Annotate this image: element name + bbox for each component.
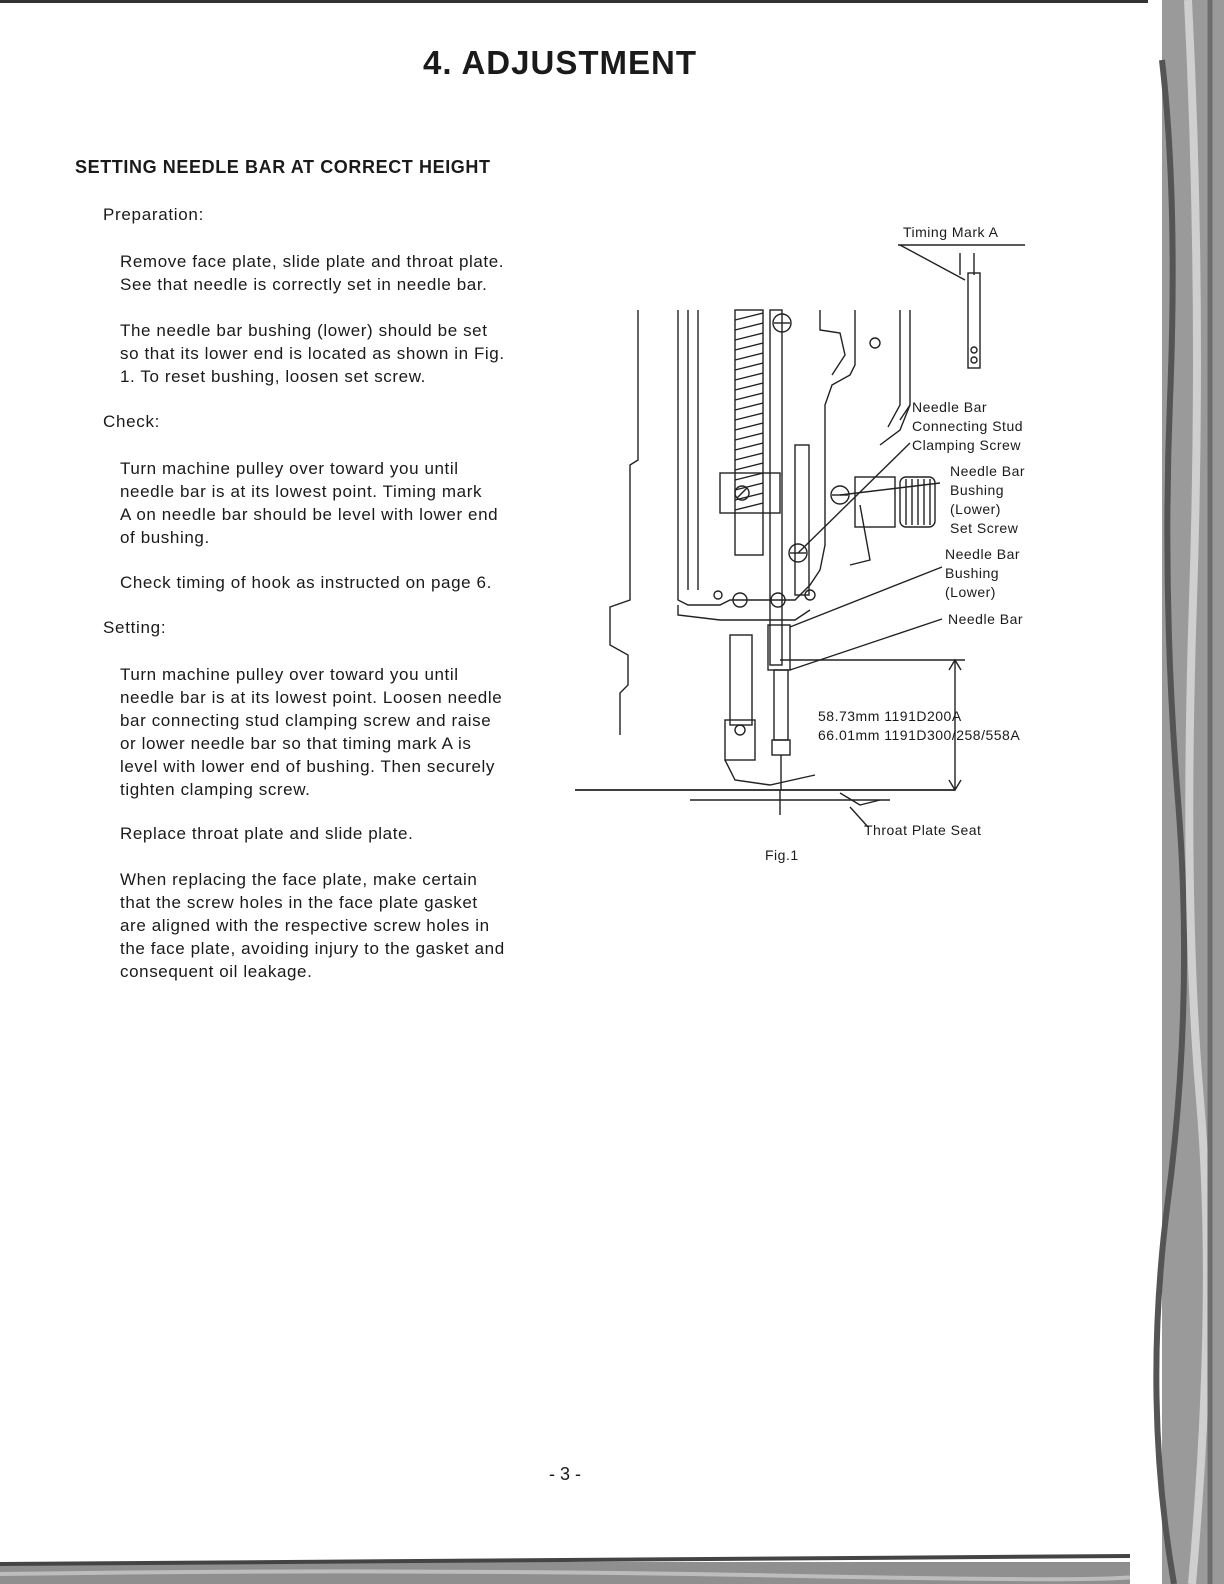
leader-needle-bar <box>790 619 942 670</box>
text-line: needle bar is at its lowest point. Loosen needle <box>120 688 503 707</box>
scan-top-edge <box>0 0 1224 3</box>
presser-foot-holder <box>725 720 755 760</box>
leader-stud-screw-2 <box>798 443 910 553</box>
label-line: Bushing <box>950 482 1005 498</box>
label-line: Clamping Screw <box>912 437 1021 453</box>
presser-bar <box>730 635 752 725</box>
preparation-heading: Preparation: <box>103 205 205 224</box>
lower-housing-edge <box>678 605 810 620</box>
thread-tension-body <box>855 477 895 527</box>
text-line: When replacing the face plate, make certain <box>120 870 478 889</box>
thread-guide-wire <box>850 505 870 565</box>
text-line: are aligned with the respective screw holes in <box>120 916 490 935</box>
text-line: of bushing. <box>120 528 210 547</box>
preparation-paragraph-2 <box>120 319 552 388</box>
preparation-paragraph-1 <box>120 250 552 296</box>
label-throat-plate-seat: Throat Plate Seat <box>864 822 982 838</box>
detail-hole <box>971 357 977 363</box>
leader-bushing-lower <box>790 567 942 627</box>
label-line: Bushing <box>945 565 1000 581</box>
page-number: - 3 - <box>548 1464 581 1484</box>
text-line: bar connecting stud clamping screw and raise <box>120 711 492 730</box>
section-heading: SETTING NEEDLE BAR AT CORRECT HEIGHT <box>75 157 491 177</box>
text-line: or lower needle bar so that timing mark A is <box>120 734 472 753</box>
text-line: consequent oil leakage. <box>120 962 313 981</box>
body-outline-right-inner <box>888 310 900 427</box>
needle-clamp <box>772 740 790 755</box>
scanned-bottom-edge <box>0 1550 1130 1584</box>
label-stud-clamping-screw <box>912 398 1023 455</box>
face-plate-outline <box>678 310 855 605</box>
label-needle-bar: Needle Bar <box>948 611 1024 627</box>
figure-1-diagram <box>570 215 1070 875</box>
text-line: that the screw holes in the face plate gasket <box>120 893 478 912</box>
take-up-pin <box>870 338 880 348</box>
detail-hole <box>971 347 977 353</box>
label-bushing-set-screw <box>950 462 1025 538</box>
needle-bar-bushing-lower <box>768 625 790 670</box>
throat-plate-seat-edge <box>840 793 880 805</box>
needle-bar-clamp-block <box>720 473 780 513</box>
label-bushing-lower <box>945 545 1020 602</box>
setting-paragraph-1 <box>120 663 552 801</box>
housing-dot <box>714 591 722 599</box>
check-paragraph-2 <box>120 571 552 594</box>
timing-mark-leader <box>900 245 965 280</box>
label-line: (Lower) <box>945 584 996 600</box>
label-dimension-1: 58.73mm 1191D200A <box>818 708 962 724</box>
scanned-page-edge <box>1148 0 1224 1584</box>
setting-paragraph-2 <box>120 822 552 845</box>
throat-plate-seat <box>690 790 890 815</box>
presser-foot <box>725 760 815 785</box>
text-line: the face plate, avoiding injury to the gasket and <box>120 939 505 958</box>
label-timing-mark-a: Timing Mark A <box>903 224 999 240</box>
setting-paragraph-3 <box>120 868 552 983</box>
text-line: Check timing of hook as instructed on page 6. <box>120 573 492 592</box>
text-line: A on needle bar should be level with lower end <box>120 505 499 524</box>
text-line: See that needle is correctly set in needle bar. <box>120 275 488 294</box>
text-line: tighten clamping screw. <box>120 780 311 799</box>
setting-heading: Setting: <box>103 618 167 637</box>
presser-screw-icon <box>735 725 745 735</box>
text-line: Replace throat plate and slide plate. <box>120 824 414 843</box>
body-outline-left <box>610 310 638 735</box>
timing-mark-needle-bar-detail <box>968 273 980 368</box>
label-line: Needle Bar <box>945 546 1021 562</box>
check-paragraph-1 <box>120 457 552 549</box>
text-line: so that its lower end is located as shown in Fig. <box>120 344 505 363</box>
label-line: Needle Bar <box>950 463 1026 479</box>
label-line: Set Screw <box>950 520 1019 536</box>
label-line: Connecting Stud <box>912 418 1024 434</box>
needle-bar-column <box>795 445 809 595</box>
label-line: (Lower) <box>950 501 1001 517</box>
label-line: Needle Bar <box>912 399 988 415</box>
take-up-lever <box>820 310 845 375</box>
text-line: needle bar is at its lowest point. Timing mark <box>120 482 483 501</box>
text-line: Turn machine pulley over toward you until <box>120 459 459 478</box>
check-heading: Check: <box>103 412 161 431</box>
figure-caption: Fig.1 <box>765 847 799 863</box>
text-line: The needle bar bushing (lower) should be set <box>120 321 488 340</box>
label-dimension-2: 66.01mm 1191D300/258/558A <box>818 727 1021 743</box>
text-line: Turn machine pulley over toward you until <box>120 665 459 684</box>
text-line: level with lower end of bushing. Then securely <box>120 757 496 776</box>
body-outline-right <box>880 310 910 445</box>
needle-bar-lower <box>774 670 788 740</box>
text-line: 1. To reset bushing, loosen set screw. <box>120 367 426 386</box>
spring-hatching <box>735 313 763 510</box>
text-line: Remove face plate, slide plate and throat plate. <box>120 252 505 271</box>
page-title: 4. ADJUSTMENT <box>423 44 697 81</box>
